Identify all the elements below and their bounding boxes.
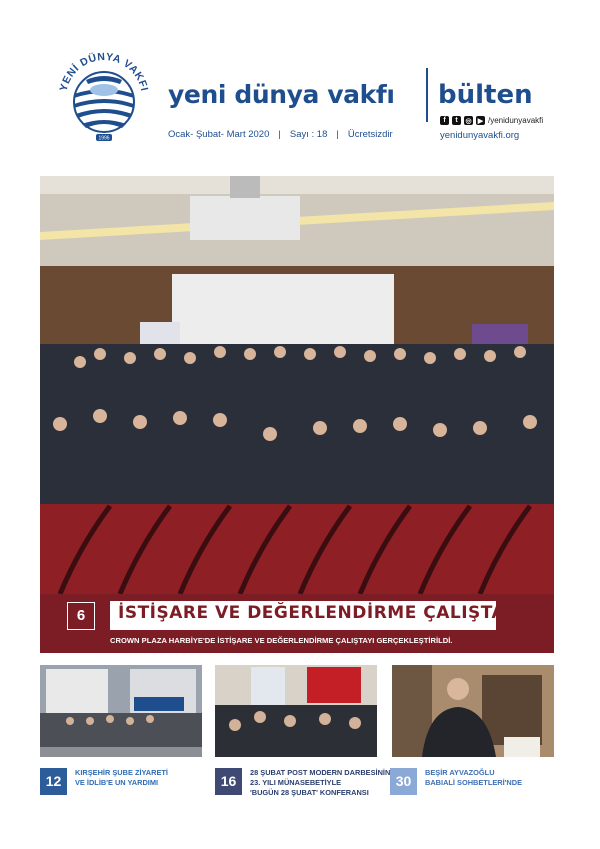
story-page-number: 30 bbox=[390, 768, 417, 795]
story-title-line: BEŞİR AYVAZOĞLU bbox=[425, 768, 495, 777]
story-title bbox=[425, 768, 522, 788]
issue-meta bbox=[168, 129, 393, 140]
social-links bbox=[440, 116, 543, 125]
story-thumbnail-28-subat[interactable] bbox=[215, 665, 377, 757]
issue-period: Ocak- Şubat- Mart 2020 bbox=[168, 129, 270, 140]
story-caption-28-subat[interactable] bbox=[215, 768, 390, 798]
issue-number: Sayı : 18 bbox=[289, 129, 328, 140]
main-story-banner[interactable] bbox=[40, 594, 554, 653]
meta-separator: | bbox=[278, 129, 281, 140]
story-title-line: KIRŞEHİR ŞUBE ZİYARETİ bbox=[75, 768, 168, 777]
story-page-number: 16 bbox=[215, 768, 242, 795]
workshop-group-photo bbox=[40, 176, 554, 594]
story-title bbox=[75, 768, 168, 788]
story-thumbnail-besir-ayvazoglu[interactable] bbox=[392, 665, 554, 757]
twitter-icon[interactable]: t bbox=[452, 116, 461, 125]
youtube-icon[interactable]: ▶ bbox=[477, 117, 484, 125]
story-title-line: VE İDLİB'E UN YARDIMI bbox=[75, 778, 159, 787]
story-title-line: 23. YILI MÜNASEBETİYLE bbox=[250, 778, 342, 787]
header-divider bbox=[426, 68, 428, 122]
story-thumbnail-kirsehir[interactable] bbox=[40, 665, 202, 757]
story-caption-kirsehir[interactable] bbox=[40, 768, 168, 795]
price-label: Ücretsizdir bbox=[347, 129, 393, 140]
logo-arc-text: YENİ DÜNYA VAKFI bbox=[57, 50, 151, 93]
story-page-number: 12 bbox=[40, 768, 67, 795]
instagram-icon[interactable]: ◎ bbox=[465, 117, 472, 125]
logo-year: 1996 bbox=[98, 135, 110, 142]
brand-name: yeni dünya vakfı bbox=[168, 80, 395, 109]
facebook-icon[interactable]: f bbox=[440, 116, 449, 125]
website-link[interactable]: yenidunyavakfi.org bbox=[440, 130, 520, 141]
main-story-subtitle: CROWN PLAZA HARBİYE'DE İSTİŞARE VE DEĞERLENDİRME ÇALIŞTAYI GERÇEKLEŞTİRİLDİ. bbox=[110, 636, 453, 645]
yeni-dunya-vakfi-logo bbox=[56, 50, 152, 146]
main-story-title: İSTİŞARE VE DEĞERLENDİRME ÇALIŞTAYI bbox=[118, 603, 524, 623]
story-title-line: BABIALİ SOHBETLERİ'NDE bbox=[425, 778, 523, 787]
social-handle[interactable]: /yenidunyavakfi bbox=[488, 116, 544, 125]
main-story-page-number: 6 bbox=[67, 602, 95, 630]
story-title-line: 'BUGÜN 28 ŞUBAT' KONFERANSI bbox=[250, 788, 369, 797]
section-title: bülten bbox=[438, 80, 533, 110]
story-caption-besir-ayvazoglu[interactable] bbox=[390, 768, 522, 795]
story-title-line: 28 ŞUBAT POST MODERN DARBESİNİN bbox=[250, 768, 391, 777]
meta-separator: | bbox=[336, 129, 339, 140]
story-title bbox=[250, 768, 390, 798]
